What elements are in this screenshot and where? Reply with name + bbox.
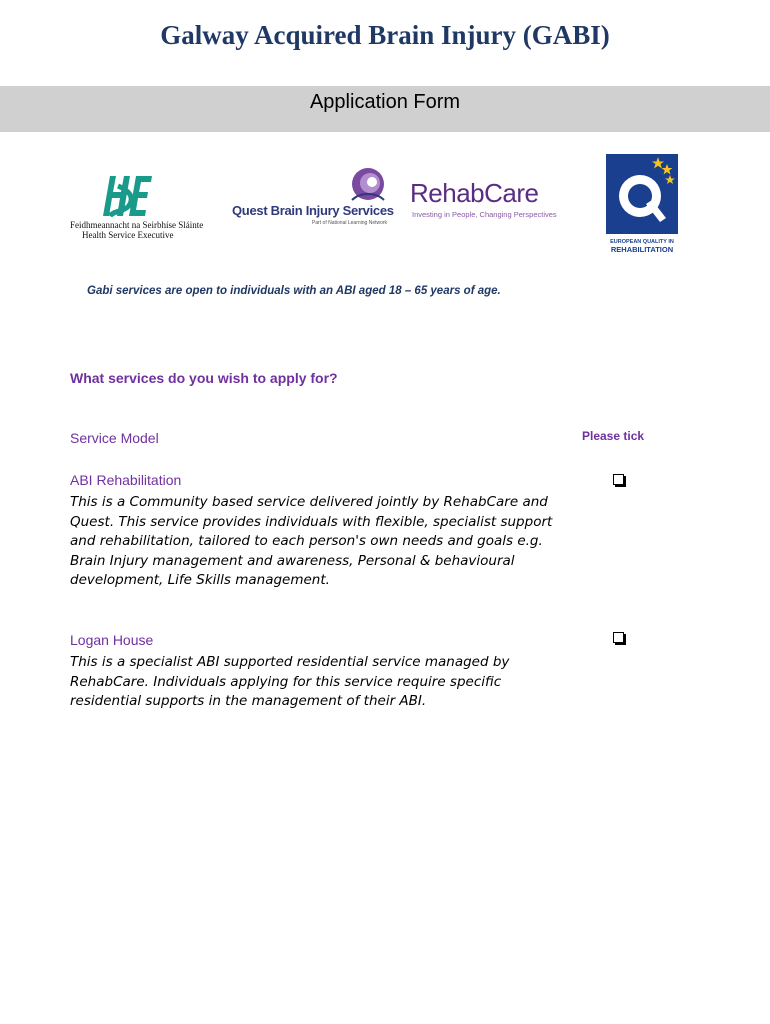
service-title-abi-rehabilitation: ABI Rehabilitation	[70, 472, 182, 488]
hse-irish-name: Feidhmeannacht na Seirbhíse Sláinte	[70, 220, 204, 230]
service-description-logan-house: This is a specialist ABI supported residential service managed by RehabCare. Individuals applying for this service require specific residential supports in the management of their ABI.	[70, 654, 510, 709]
rehabcare-logo-name: RehabCare	[410, 178, 539, 208]
quest-emblem-icon	[346, 166, 388, 204]
rehabcare-logo-tagline: Investing in People, Changing Perspectives	[412, 210, 557, 219]
eqr-logo-line2: REHABILITATION	[610, 245, 674, 254]
service-title-logan-house: Logan House	[70, 632, 154, 648]
eqr-logo-icon	[606, 154, 678, 234]
form-subtitle: Application Form	[309, 91, 461, 113]
eligibility-note: Gabi services are open to individuals with an ABI aged 18 – 65 years of age.	[87, 285, 501, 297]
logan-house-checkbox[interactable]	[613, 632, 624, 643]
services-question: What services do you wish to apply for?	[70, 370, 338, 386]
quest-logo-name: Quest Brain Injury Services	[232, 203, 394, 218]
document-title: Galway Acquired Brain Injury (GABI)	[160, 20, 610, 50]
eqr-logo-line1: EUROPEAN QUALITY IN	[610, 239, 674, 245]
please-tick-header: Please tick	[582, 429, 645, 443]
abi-rehabilitation-checkbox[interactable]	[613, 474, 624, 485]
service-model-header: Service Model	[70, 430, 159, 446]
service-description-abi-rehabilitation: This is a Community based service delivered jointly by RehabCare and Quest. This service provides individuals with flexible, specialist support and rehabilitation, tailored to each person's own needs and goals e.g. Brain Injury management and awareness, Personal & behavioural development, Life Skills management.	[70, 494, 553, 588]
hse-english-name: Health Service Executive	[82, 230, 174, 240]
quest-logo-tagline: Part of National Learning Network	[312, 220, 388, 226]
